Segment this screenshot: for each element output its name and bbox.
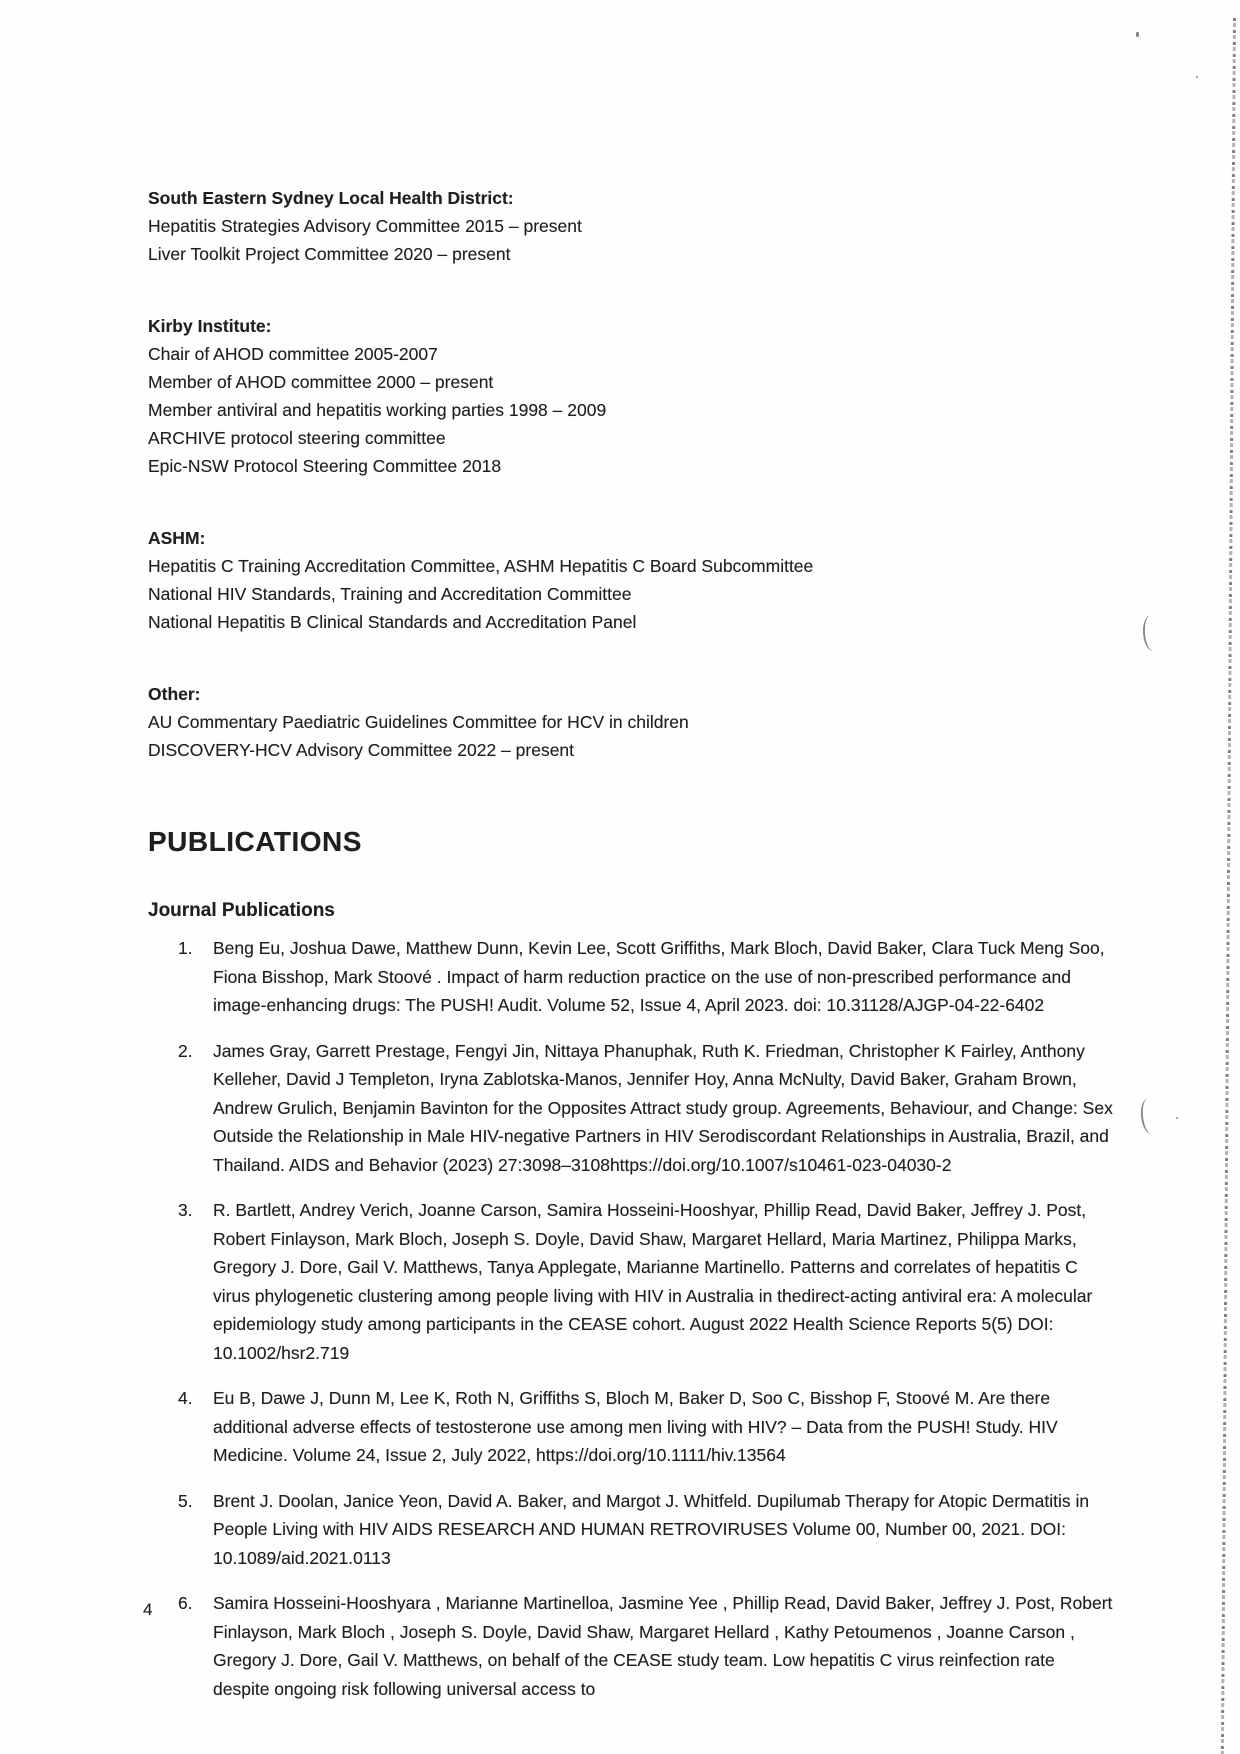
publication-item bbox=[178, 1487, 1123, 1573]
scan-pen-mark bbox=[1142, 614, 1162, 651]
section-line: National Hepatitis B Clinical Standards and Accreditation Panel bbox=[148, 612, 637, 632]
publication-item bbox=[178, 1196, 1123, 1367]
section-line: Epic-NSW Protocol Steering Committee 2018 bbox=[148, 456, 502, 476]
publication-item bbox=[178, 1589, 1123, 1703]
section-line: ARCHIVE protocol steering committee bbox=[148, 428, 446, 448]
scan-speck bbox=[1136, 32, 1139, 37]
scan-pen-mark bbox=[1139, 1097, 1161, 1135]
section-line: DISCOVERY-HCV Advisory Committee 2022 – present bbox=[148, 740, 575, 760]
publication-number: 4. bbox=[178, 1388, 193, 1408]
publication-item bbox=[178, 1037, 1123, 1180]
scan-speck bbox=[1196, 76, 1198, 78]
scan-speck bbox=[1176, 1117, 1178, 1119]
section-line: Member of AHOD committee 2000 – present bbox=[148, 372, 494, 392]
publication-text: James Gray, Garrett Prestage, Fengyi Jin, Nittaya Phanuphak, Ruth K. Friedman, Christopher K Fairley, Anthony Kelleher, David J Templeton, Iryna Zablotska-Manos, Jennifer Hoy, Anna McNulty, David Baker, Graham Brown, Andrew Grulich, Benjamin Bavinton for the Opposites Attract study group. Agreements, Behaviour, and Change: Sex Outside the Relationship in Male HIV-negative Partners in HIV Serodiscordant Relationships in Australia, Brazil, and Thailand. AIDS and Behavior (2023) 27:3098–3108https://doi.org/10.1007/s10461-023-04030-2 bbox=[213, 1040, 1113, 1175]
publication-number: 6. bbox=[178, 1593, 193, 1613]
section-heading: ASHM: bbox=[148, 528, 206, 548]
publication-number: 5. bbox=[178, 1490, 193, 1511]
committee-section-other bbox=[148, 680, 1123, 764]
publication-text: Beng Eu, Joshua Dawe, Matthew Dunn, Kevin Lee, Scott Griffiths, Mark Bloch, David Baker, Clara Tuck Meng Soo, Fiona Bisshop, Mark Stoové . Impact of harm reduction practice on the use of non-prescribed performance and image-enhancing drugs: The PUSH! Audit. Volume 52, Issue 4, April 2023. doi: 10.31128/AJGP-04-22-6402 bbox=[213, 938, 1105, 1015]
section-line: Chair of AHOD committee 2005-2007 bbox=[148, 344, 438, 364]
committee-section-ashm bbox=[148, 524, 1123, 636]
publication-number: 3. bbox=[178, 1200, 193, 1220]
document-content bbox=[148, 184, 1123, 1720]
publication-text: Samira Hosseini-Hooshyara , Marianne Martinelloa, Jasmine Yee , Phillip Read, David Baker, Jeffrey J. Post, Robert Finlayson, Mark Bloch , Joseph S. Doyle, David Shaw, Margaret Hellard , Kathy Petoumenos , Joanne Carson , Gregory J. Dore, Gail V. Matthews, on behalf of the CEASE study team. Low hepatitis C virus reinfection rate despite ongoing risk following universal access to bbox=[213, 1593, 1113, 1699]
page-number: 4 bbox=[143, 1600, 153, 1619]
section-heading: Kirby Institute: bbox=[148, 316, 272, 336]
publication-text: Brent J. Doolan, Janice Yeon, David A. Baker, and Margot J. Whitfeld. Dupilumab Therapy for Atopic Dermatitis in People Living with HIV AIDS RESEARCH AND HUMAN RETROVIRUSES Volume 00, Number 00, 2021. DOI: 10.1089/aid.2021.0113 bbox=[213, 1490, 1090, 1568]
journal-publications-subtitle: Journal Publications bbox=[148, 900, 335, 921]
section-line: Hepatitis Strategies Advisory Committee 2015 – present bbox=[148, 216, 582, 236]
section-heading: Other: bbox=[148, 684, 201, 704]
committee-section-sydney bbox=[148, 184, 1123, 268]
publication-number: 2. bbox=[178, 1040, 193, 1061]
section-line: Liver Toolkit Project Committee 2020 – present bbox=[148, 244, 511, 264]
publication-text: R. Bartlett, Andrey Verich, Joanne Carson, Samira Hosseini-Hooshyar, Phillip Read, David Baker, Jeffrey J. Post, Robert Finlayson, Mark Bloch, Joseph S. Doyle, David Shaw, Margaret Hellard, Maria Martinez, Philippa Marks, Gregory J. Dore, Gail V. Matthews, Tanya Applegate, Marianne Martinello. Patterns and correlates of hepatitis C virus phylogenetic clustering among people living with HIV in Australia in thedirect-acting antiviral era: A molecular epidemiology study among participants in the CEASE cohort. August 2022 Health Science Reports 5(5) DOI: 10.1002/hsr2.719 bbox=[213, 1200, 1093, 1363]
publication-number: 1. bbox=[178, 938, 193, 958]
publication-item bbox=[178, 934, 1123, 1020]
publication-text: Eu B, Dawe J, Dunn M, Lee K, Roth N, Griffiths S, Bloch M, Baker D, Soo C, Bisshop F, Stoové M. Are there additional adverse effects of testosterone use among men living with HIV? – Data from the PUSH! Study. HIV Medicine. Volume 24, Issue 2, July 2022, https://doi.org/10.1111/hiv.13564 bbox=[213, 1388, 1058, 1465]
committee-section-kirby bbox=[148, 312, 1123, 480]
section-line: AU Commentary Paediatric Guidelines Committee for HCV in children bbox=[148, 712, 689, 732]
section-heading: South Eastern Sydney Local Health District: bbox=[148, 188, 514, 208]
section-line: National HIV Standards, Training and Accreditation Committee bbox=[148, 584, 632, 604]
section-line: Hepatitis C Training Accreditation Committee, ASHM Hepatitis C Board Subcommittee bbox=[148, 556, 814, 576]
section-line: Member antiviral and hepatitis working parties 1998 – 2009 bbox=[148, 400, 607, 420]
publication-item bbox=[178, 1384, 1123, 1470]
publications-title: PUBLICATIONS bbox=[148, 826, 362, 857]
publication-list bbox=[148, 934, 1123, 1703]
scan-edge-noise-strip bbox=[1221, 18, 1236, 1754]
